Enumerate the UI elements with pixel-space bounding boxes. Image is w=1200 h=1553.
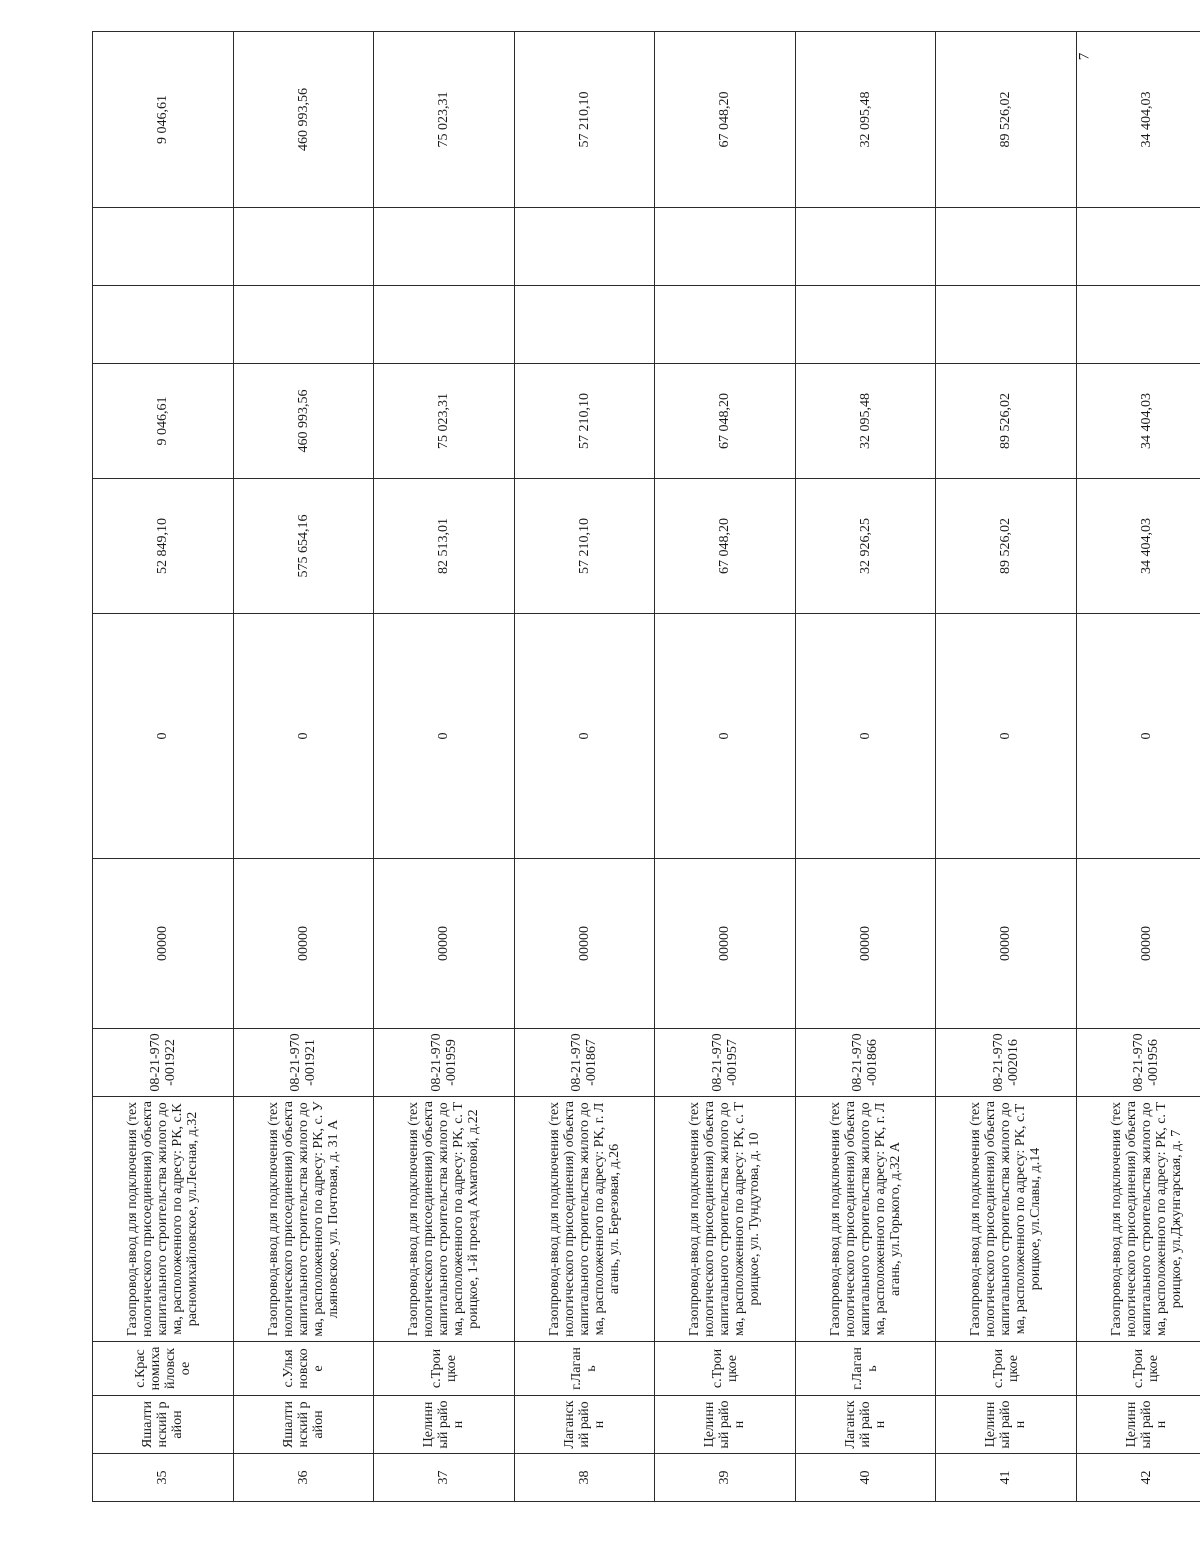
empty-cell <box>93 208 234 286</box>
object-description-cell: Газопровод-ввод для подключения (технологического присоединения) объекта капитального строительства жилого дома, расположенного по адресу: РК, с. Троицкое, 1-й проезд Ахматовой, д.22 <box>374 1097 515 1342</box>
object-code-cell: 08-21-970-002016 <box>936 1029 1077 1097</box>
empty-cell <box>93 286 234 364</box>
empty-cell <box>233 286 374 364</box>
row-number: 36 <box>233 1454 374 1502</box>
locality-cell: г.Лагань <box>795 1342 936 1396</box>
total-cost-cell: 460 993,56 <box>233 32 374 208</box>
empty-cell <box>374 208 515 286</box>
estimated-cost-cell: 67 048,20 <box>655 479 796 614</box>
empty-cell <box>655 286 796 364</box>
district-cell: Яшалтинский район <box>233 1396 374 1454</box>
estimated-cost-cell: 57 210,10 <box>514 479 655 614</box>
district-cell: Целинный район <box>655 1396 796 1454</box>
locality-cell: с.Ульяновское <box>233 1342 374 1396</box>
table-row <box>655 32 796 1502</box>
object-description-cell: Газопровод-ввод для подключения (технологического присоединения) объекта капитального строительства жилого дома, расположенного по адресу: РК, г. Лагань, ул.Горького, д.32 А <box>795 1097 936 1342</box>
district-cell: Лаганский район <box>795 1396 936 1454</box>
total-cost-cell: 9 046,61 <box>93 32 234 208</box>
locality-cell: с.Троицкое <box>655 1342 796 1396</box>
kod-cell: 00000 <box>936 859 1077 1029</box>
total-cost-cell: 89 526,02 <box>936 32 1077 208</box>
table-row <box>514 32 655 1502</box>
zero-value-cell: 0 <box>655 614 796 859</box>
zero-value-cell: 0 <box>514 614 655 859</box>
empty-cell <box>936 286 1077 364</box>
zero-value-cell: 0 <box>936 614 1077 859</box>
table-row <box>93 32 234 1502</box>
district-cell: Лаганский район <box>514 1396 655 1454</box>
row-number: 39 <box>655 1454 796 1502</box>
empty-cell <box>233 208 374 286</box>
object-description-cell: Газопровод-ввод для подключения (технологического присоединения) объекта капитального строительства жилого дома, расположенного по адресу: РК, с. Троицкое, ул.Джунгарская, д. 7 <box>1076 1097 1200 1342</box>
object-code-cell: 08-21-970-001921 <box>233 1029 374 1097</box>
approved-cost-cell: 460 993,56 <box>233 364 374 479</box>
zero-value-cell: 0 <box>93 614 234 859</box>
kod-cell: 00000 <box>655 859 796 1029</box>
empty-cell <box>514 286 655 364</box>
data-table <box>92 31 1200 1502</box>
zero-value-cell: 0 <box>233 614 374 859</box>
estimated-cost-cell: 575 654,16 <box>233 479 374 614</box>
table-row <box>936 32 1077 1502</box>
kod-cell: 00000 <box>1076 859 1200 1029</box>
table-row <box>233 32 374 1502</box>
total-cost-cell: 57 210,10 <box>514 32 655 208</box>
locality-cell: с.Троицкое <box>936 1342 1077 1396</box>
page-number: 7 <box>1076 52 1093 61</box>
district-cell: Целинный район <box>374 1396 515 1454</box>
total-cost-cell: 32 095,48 <box>795 32 936 208</box>
zero-value-cell: 0 <box>1076 614 1200 859</box>
table-row <box>1076 32 1200 1502</box>
estimated-cost-cell: 89 526,02 <box>936 479 1077 614</box>
district-cell: Целинный район <box>1076 1396 1200 1454</box>
empty-cell <box>1076 286 1200 364</box>
kod-cell: 00000 <box>374 859 515 1029</box>
rotated-page-content <box>92 32 1200 1502</box>
empty-cell <box>514 208 655 286</box>
approved-cost-cell: 67 048,20 <box>655 364 796 479</box>
row-number: 38 <box>514 1454 655 1502</box>
approved-cost-cell: 57 210,10 <box>514 364 655 479</box>
object-code-cell: 08-21-970-001866 <box>795 1029 936 1097</box>
object-code-cell: 08-21-970-001959 <box>374 1029 515 1097</box>
row-number: 42 <box>1076 1454 1200 1502</box>
locality-cell: с.Троицкое <box>1076 1342 1200 1396</box>
object-code-cell: 08-21-970-001957 <box>655 1029 796 1097</box>
empty-cell <box>795 286 936 364</box>
locality-cell: г.Лагань <box>514 1342 655 1396</box>
total-cost-cell: 34 404,03 <box>1076 32 1200 208</box>
empty-cell <box>936 208 1077 286</box>
approved-cost-cell: 32 095,48 <box>795 364 936 479</box>
object-description-cell: Газопровод-ввод для подключения (технологического присоединения) объекта капитального строительства жилого дома, расположенного по адресу: РК, с. Ульяновское, ул. Почтовая, д. 31 А <box>233 1097 374 1342</box>
district-cell: Яшалтинский район <box>93 1396 234 1454</box>
table-row <box>795 32 936 1502</box>
empty-cell <box>795 208 936 286</box>
row-number: 41 <box>936 1454 1077 1502</box>
kod-cell: 00000 <box>795 859 936 1029</box>
district-cell: Целинный район <box>936 1396 1077 1454</box>
estimated-cost-cell: 34 404,03 <box>1076 479 1200 614</box>
approved-cost-cell: 9 046,61 <box>93 364 234 479</box>
object-code-cell: 08-21-970-001956 <box>1076 1029 1200 1097</box>
table-row <box>374 32 515 1502</box>
object-description-cell: Газопровод-ввод для подключения (технологического присоединения) объекта капитального строительства жилого дома, расположенного по адресу: РК, с.Троицкое, ул.Славы, д.14 <box>936 1097 1077 1342</box>
estimated-cost-cell: 52 849,10 <box>93 479 234 614</box>
estimated-cost-cell: 32 926,25 <box>795 479 936 614</box>
kod-cell: 00000 <box>93 859 234 1029</box>
approved-cost-cell: 34 404,03 <box>1076 364 1200 479</box>
total-cost-cell: 67 048,20 <box>655 32 796 208</box>
object-description-cell: Газопровод-ввод для подключения (технологического присоединения) объекта капитального строительства жилого дома, расположенного по адресу: РК, с.Красномихайловское, ул.Лесная, д.32 <box>93 1097 234 1342</box>
empty-cell <box>1076 208 1200 286</box>
approved-cost-cell: 75 023,31 <box>374 364 515 479</box>
locality-cell: с.Троицкое <box>374 1342 515 1396</box>
zero-value-cell: 0 <box>795 614 936 859</box>
estimated-cost-cell: 82 513,01 <box>374 479 515 614</box>
row-number: 37 <box>374 1454 515 1502</box>
empty-cell <box>374 286 515 364</box>
kod-cell: 00000 <box>514 859 655 1029</box>
object-description-cell: Газопровод-ввод для подключения (технологического присоединения) объекта капитального строительства жилого дома, расположенного по адресу: РК, с. Троицкое, ул. Тундутова, д. 10 <box>655 1097 796 1342</box>
object-code-cell: 08-21-970-001922 <box>93 1029 234 1097</box>
object-code-cell: 08-21-970-001867 <box>514 1029 655 1097</box>
locality-cell: с.Красномихайловское <box>93 1342 234 1396</box>
approved-cost-cell: 89 526,02 <box>936 364 1077 479</box>
total-cost-cell: 75 023,31 <box>374 32 515 208</box>
kod-cell: 00000 <box>233 859 374 1029</box>
row-number: 35 <box>93 1454 234 1502</box>
object-description-cell: Газопровод-ввод для подключения (технологического присоединения) объекта капитального строительства жилого дома, расположенного по адресу: РК, г. Лагань, ул. Березовая, д.26 <box>514 1097 655 1342</box>
row-number: 40 <box>795 1454 936 1502</box>
zero-value-cell: 0 <box>374 614 515 859</box>
empty-cell <box>655 208 796 286</box>
